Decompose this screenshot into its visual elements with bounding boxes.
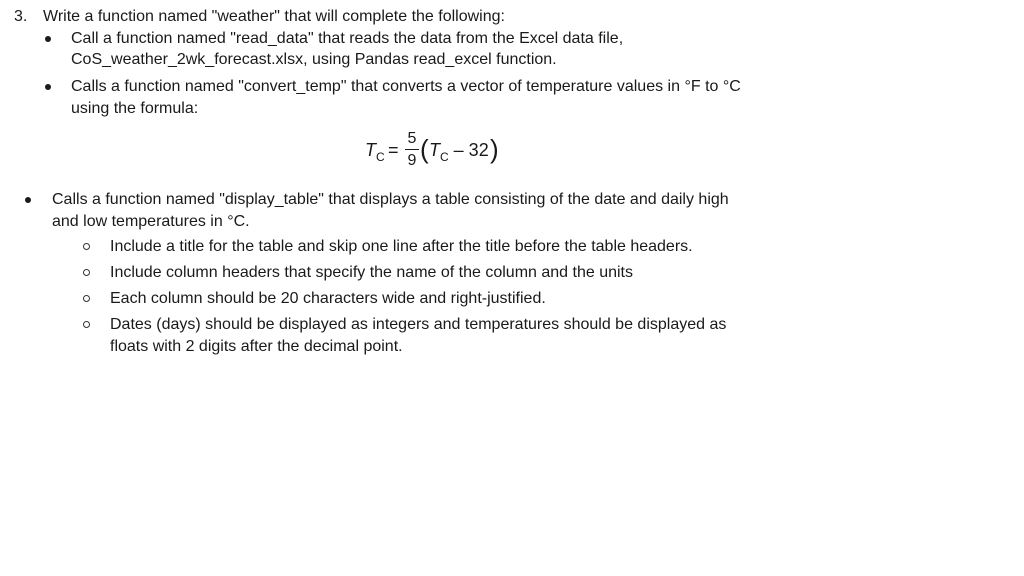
- formula-open-paren: (: [420, 134, 429, 164]
- formula-lhs-variable: T: [365, 140, 376, 160]
- bullet-read-data-line-2: CoS_weather_2wk_forecast.xlsx, using Pandas read_excel function.: [71, 51, 557, 68]
- formula-numerator: 5: [407, 130, 417, 147]
- question-intro: Write a function named "weather" that will complete the following:: [43, 8, 505, 25]
- bullet-dot: [45, 36, 51, 42]
- bullet-read-data-line-1: Call a function named "read_data" that reads the data from the Excel data file,: [71, 30, 624, 47]
- formula-fraction: [404, 130, 420, 170]
- formula-close-paren: ): [490, 134, 499, 164]
- formula-rhs-subscript: C: [440, 150, 449, 164]
- formula-lhs-subscript: C: [376, 150, 385, 164]
- sub-item-headers: Include column headers that specify the name of the column and the units: [110, 264, 633, 281]
- bullet-display-table-line-1: Calls a function named "display_table" that displays a table consisting of the date and daily high: [52, 191, 729, 208]
- sub-item-width: Each column should be 20 characters wide and right-justified.: [110, 290, 546, 307]
- formula-equals: =: [388, 140, 399, 160]
- fraction-bar: [405, 149, 419, 150]
- bullet-display-table-line-2: and low temperatures in °C.: [52, 213, 250, 230]
- formula-denominator: 9: [407, 152, 417, 169]
- circle-bullet-icon: [83, 243, 90, 250]
- sub-item-formats-line-1: Dates (days) should be displayed as integers and temperatures should be displayed as: [110, 316, 727, 333]
- conversion-formula: [362, 130, 512, 172]
- question-number: 3.: [14, 8, 28, 25]
- circle-bullet-icon: [83, 295, 90, 302]
- bullet-convert-temp-line-2: using the formula:: [71, 100, 199, 117]
- formula-minus-constant: – 32: [448, 140, 489, 160]
- sub-item-title: Include a title for the table and skip one line after the title before the table headers.: [110, 238, 693, 255]
- bullet-dot: [45, 84, 51, 90]
- formula-rhs-variable: T: [429, 140, 440, 160]
- bullet-dot: [25, 197, 31, 203]
- circle-bullet-icon: [83, 269, 90, 276]
- bullet-convert-temp-line-1: Calls a function named "convert_temp" that converts a vector of temperature values in °F to °C: [71, 78, 741, 95]
- circle-bullet-icon: [83, 321, 90, 328]
- sub-item-formats-line-2: floats with 2 digits after the decimal point.: [110, 338, 403, 355]
